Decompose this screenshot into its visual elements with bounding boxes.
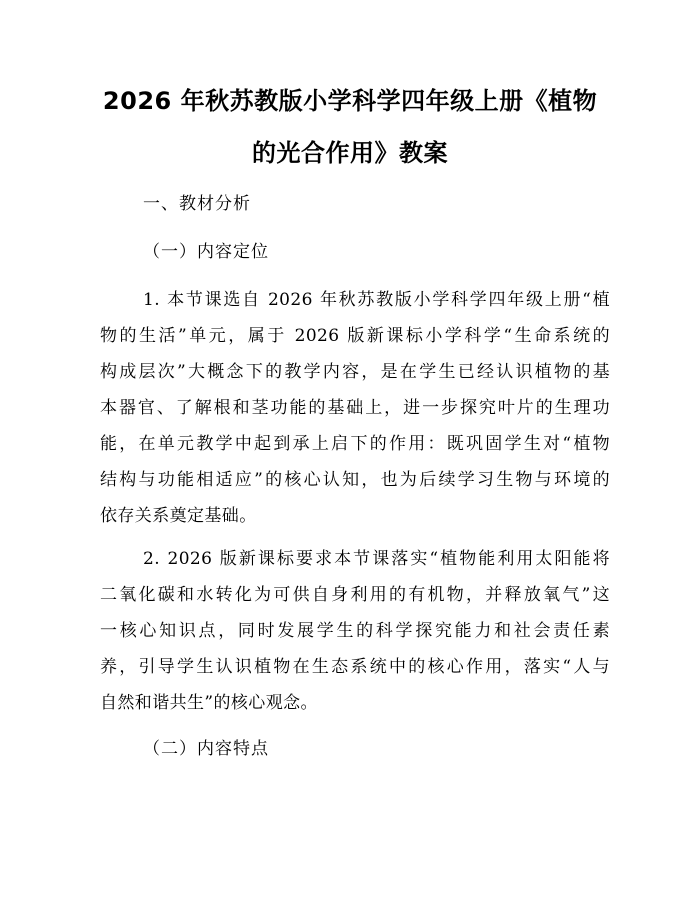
subsection-heading-content-positioning: （一）内容定位 <box>143 242 269 262</box>
paragraph-1-line-1: 1. 本节课选自 2026 年秋苏教版小学科学四年级上册“植 <box>143 290 610 310</box>
paragraph-2 <box>100 541 610 721</box>
document-title-line-1: 2026 年秋苏教版小学科学四年级上册《植物 <box>102 87 598 115</box>
paragraph-2-line-4: 养，引导学生认识植物在生态系统中的核心作用，落实“人与 <box>100 657 610 677</box>
paragraph-2-line-3: 一核心知识点，同时发展学生的科学探究能力和社会责任素 <box>100 621 610 641</box>
document-title-line-2: 的光合作用》教案 <box>252 139 448 167</box>
subsection-heading-content-features: （二）内容特点 <box>143 739 269 759</box>
paragraph-2-line-5: 自然和谐共生”的核心观念。 <box>100 693 318 713</box>
paragraph-1-line-5: 能，在单元教学中起到承上启下的作用：既巩固学生对“植物 <box>100 434 610 454</box>
paragraph-1-line-6: 结构与功能相适应”的核心认知，也为后续学习生物与环境的 <box>100 470 610 490</box>
paragraph-2-line-2: 二氧化碳和水转化为可供自身利用的有机物，并释放氧气”这 <box>100 585 610 605</box>
paragraph-1-line-3: 构成层次”大概念下的教学内容，是在学生已经认识植物的基 <box>100 362 610 382</box>
paragraph-1-line-4: 本器官、了解根和茎功能的基础上，进一步探究叶片的生理功 <box>100 398 610 418</box>
section-heading-textbook-analysis: 一、教材分析 <box>143 194 251 214</box>
paragraph-2-line-1: 2. 2026 版新课标要求本节课落实“植物能利用太阳能将 <box>143 549 610 569</box>
document-title <box>100 75 600 179</box>
paragraph-1 <box>100 282 610 534</box>
paragraph-1-line-2: 物的生活”单元，属于 2026 版新课标小学科学“生命系统的 <box>100 326 610 346</box>
paragraph-1-line-7: 依存关系奠定基础。 <box>100 506 257 526</box>
